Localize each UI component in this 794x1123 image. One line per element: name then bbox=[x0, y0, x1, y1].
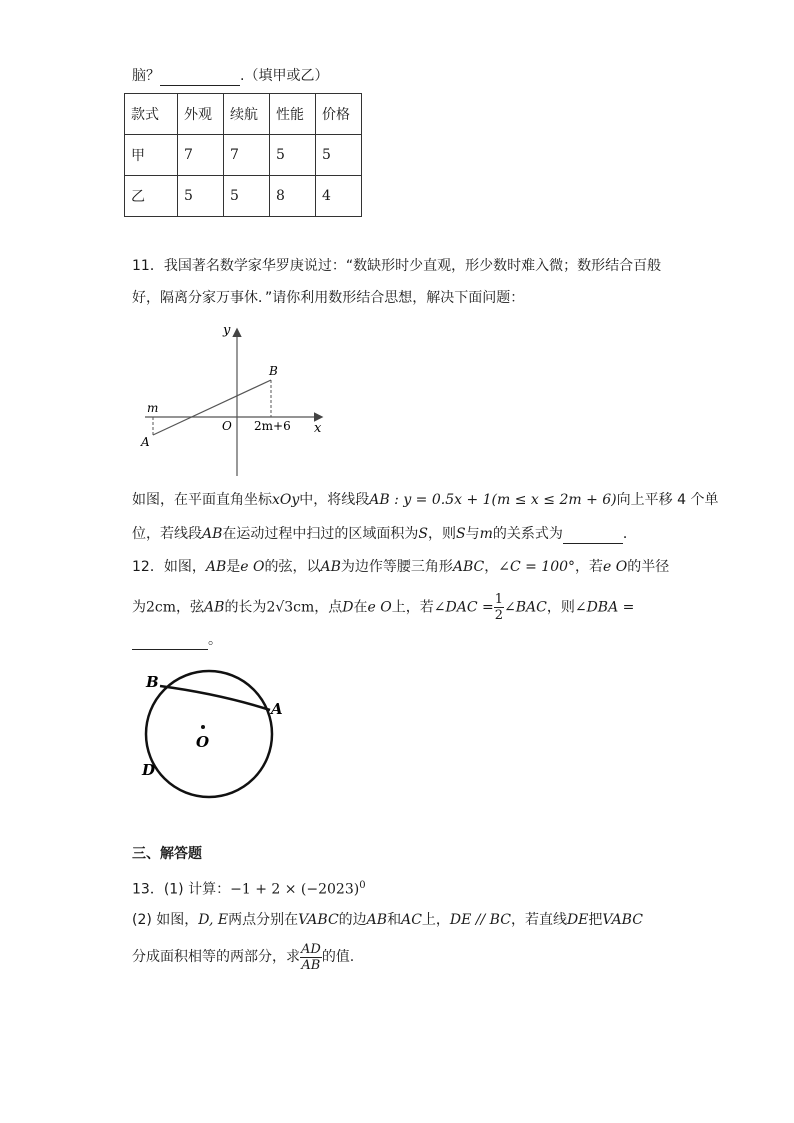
math-xoy: xOy bbox=[272, 492, 300, 508]
table-header-cell: 性能 bbox=[270, 94, 316, 135]
label-y: y bbox=[223, 323, 231, 338]
math-ab: AB bbox=[205, 559, 227, 575]
label-d: D bbox=[142, 761, 156, 779]
q12-line-2 bbox=[132, 592, 634, 623]
q10-answer-blank[interactable] bbox=[160, 69, 240, 86]
text: 与 bbox=[465, 526, 480, 542]
table-cell: 甲 bbox=[125, 135, 178, 176]
math-circle-o: e O bbox=[240, 559, 265, 575]
text: 位，若线段 bbox=[132, 526, 202, 542]
text: 的值. bbox=[321, 949, 355, 965]
q11-line-1: 11．我国著名数学家华罗庚说过：“数缺形时少直观，形少数时难入微；数形结合百般 bbox=[132, 258, 662, 274]
laptop-spec-table bbox=[124, 93, 362, 217]
text: ，若直线 bbox=[510, 912, 567, 928]
table-header-cell: 续航 bbox=[224, 94, 270, 135]
math-angle-c: ∠C = 100° bbox=[498, 559, 576, 575]
label-a: A bbox=[271, 700, 283, 718]
label-o: O bbox=[196, 733, 210, 751]
text: 向上平移 4 个单 bbox=[616, 492, 719, 508]
text: ，则 bbox=[546, 599, 575, 616]
math-angle-bac: ∠BAC bbox=[504, 599, 547, 616]
q10-suffix: .（填甲或乙） bbox=[240, 68, 329, 84]
q13-line-2 bbox=[132, 910, 643, 930]
text: 在 bbox=[353, 599, 368, 616]
math-segment-ab: AB : y = 0.5x + 1(m ≤ x ≤ 2m + 6) bbox=[369, 492, 617, 508]
math-angle-dba: ∠DBA = bbox=[574, 599, 635, 616]
table-header-cell: 款式 bbox=[125, 94, 178, 135]
text: 的半径 bbox=[627, 559, 670, 575]
q11-line-3 bbox=[132, 490, 718, 510]
math-d: D bbox=[342, 599, 354, 616]
text: 的关系式为 bbox=[492, 526, 563, 542]
coordinate-graph bbox=[135, 320, 335, 480]
math-ac: AC bbox=[401, 912, 422, 928]
fraction-numerator: 1 bbox=[494, 592, 503, 607]
q11-answer-blank[interactable] bbox=[563, 527, 623, 544]
text: ． bbox=[622, 526, 637, 542]
text: ，则 bbox=[428, 526, 456, 542]
fraction-denominator: AB bbox=[301, 957, 321, 973]
text: 13．(1) 计算： bbox=[132, 881, 231, 898]
math-de-points: D, E bbox=[198, 912, 229, 928]
math-ab: AB bbox=[366, 912, 388, 928]
q13-line-3 bbox=[132, 940, 354, 974]
center-dot bbox=[201, 725, 205, 729]
math-triangle-abc: VABC bbox=[298, 912, 339, 928]
text: ，若 bbox=[575, 559, 604, 575]
text: 把 bbox=[588, 912, 603, 928]
math-circle-o: e O bbox=[367, 599, 392, 616]
fraction-half bbox=[494, 592, 504, 623]
label-point-b: B bbox=[269, 364, 278, 378]
table-row bbox=[125, 135, 362, 176]
table-header-cell: 价格 bbox=[316, 94, 362, 135]
table-cell: 5 bbox=[316, 135, 362, 176]
text: ， bbox=[484, 559, 499, 575]
text: 如图，在平面直角坐标 bbox=[132, 492, 272, 508]
table-cell: 5 bbox=[178, 176, 224, 217]
table-cell: 5 bbox=[224, 176, 270, 217]
q11-line-4 bbox=[132, 524, 637, 544]
fraction-ad-ab bbox=[300, 942, 322, 973]
q12-answer-blank[interactable] bbox=[132, 633, 208, 650]
text: 上， bbox=[421, 912, 450, 928]
text: 。 bbox=[208, 632, 222, 648]
q12-line-1 bbox=[132, 557, 669, 577]
text: 上，若 bbox=[391, 599, 434, 616]
section-heading: 三、解答题 bbox=[132, 846, 202, 862]
math-s: S bbox=[456, 526, 466, 542]
text: (2) 如图， bbox=[132, 912, 199, 928]
q10-prefix: 脑？ bbox=[132, 68, 160, 84]
math-angle-dac: ∠DAC = bbox=[433, 599, 494, 616]
label-x: x bbox=[314, 421, 322, 436]
text: 是 bbox=[226, 559, 241, 575]
text: 为边作等腰三角形 bbox=[340, 559, 453, 575]
math-de: DE bbox=[566, 912, 589, 928]
math-ab: AB bbox=[202, 526, 223, 542]
label-m: m bbox=[147, 401, 159, 415]
q10-question-tail bbox=[132, 66, 328, 86]
math-triangle-abc: VABC bbox=[602, 912, 643, 928]
table-header-cell: 外观 bbox=[178, 94, 224, 135]
fraction-numerator: AD bbox=[301, 941, 321, 957]
label-point-a: A bbox=[141, 435, 150, 449]
table-cell: 7 bbox=[224, 135, 270, 176]
label-origin: O bbox=[222, 419, 232, 433]
math-exponent: 0 bbox=[359, 880, 366, 891]
text: 中，将线段 bbox=[299, 492, 370, 508]
table-header-row bbox=[125, 94, 362, 135]
table-cell: 乙 bbox=[125, 176, 178, 217]
math-circle-o: e O bbox=[603, 559, 628, 575]
label-tick-2m6: 2m+6 bbox=[254, 419, 291, 433]
table-cell: 7 bbox=[178, 135, 224, 176]
math-radius: 2cm bbox=[146, 599, 177, 616]
label-b: B bbox=[146, 673, 159, 691]
table-row bbox=[125, 176, 362, 217]
text: 为 bbox=[132, 599, 146, 616]
text: 和 bbox=[387, 912, 402, 928]
q13-line-1 bbox=[132, 876, 366, 900]
math-s: S bbox=[418, 526, 428, 542]
math-ab: AB bbox=[320, 559, 341, 575]
math-m: m bbox=[479, 526, 493, 542]
text: 的长为 bbox=[224, 599, 267, 616]
text: 在运动过程中扫过的区域面积为 bbox=[222, 526, 419, 542]
table-cell: 8 bbox=[270, 176, 316, 217]
math-ab: AB bbox=[204, 599, 225, 616]
text: 的弦，以 bbox=[264, 559, 321, 575]
text: ，弦 bbox=[176, 599, 205, 616]
text: 分成面积相等的两部分，求 bbox=[132, 949, 300, 965]
circle-figure bbox=[140, 668, 300, 803]
text: 两点分别在 bbox=[228, 912, 299, 928]
table-cell: 5 bbox=[270, 135, 316, 176]
fraction-denominator: 2 bbox=[494, 608, 503, 623]
text: 12．如图， bbox=[132, 559, 206, 575]
math-expression: −1 + 2 × (−2023) bbox=[230, 881, 360, 898]
math-chord-length: 2√3cm bbox=[266, 599, 315, 616]
math-abc: ABC bbox=[452, 559, 485, 575]
math-parallel: DE // BC bbox=[449, 912, 511, 928]
text: 的边 bbox=[338, 912, 367, 928]
text: ，点 bbox=[314, 599, 343, 616]
q12-line-3 bbox=[132, 630, 222, 650]
q11-line-2: 好，隔离分家万事休．”请你利用数形结合思想，解决下面问题： bbox=[132, 290, 525, 306]
table-cell: 4 bbox=[316, 176, 362, 217]
